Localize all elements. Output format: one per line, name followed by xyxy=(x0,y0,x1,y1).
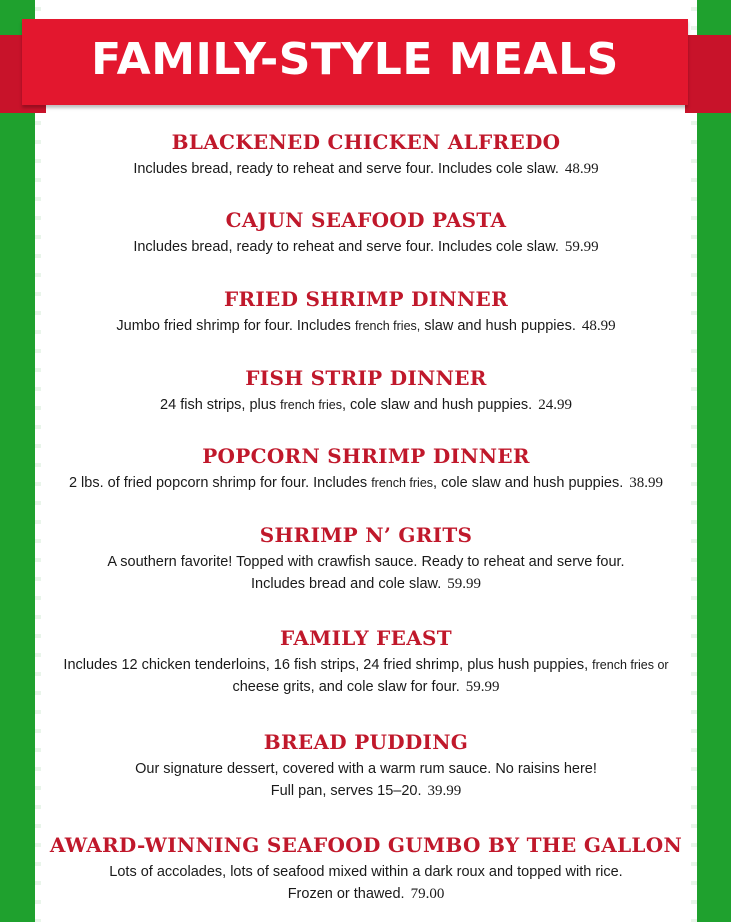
menu-item-desc-text: 2 lbs. of fried popcorn shrimp for four. Includes xyxy=(68,475,372,491)
header-banner xyxy=(22,19,688,105)
menu-item-description xyxy=(40,758,692,802)
menu-item-description xyxy=(40,236,692,258)
menu-item-desc-text: Lots of accolades, lots of seafood mixed within a dark roux and topped with rice. xyxy=(109,864,623,880)
menu-item-desc-text: Our signature dessert, covered with a warm rum sauce. No raisins here! xyxy=(135,761,597,777)
banner-ribbon-right xyxy=(685,35,731,113)
menu-item-desc-text: , cole slaw and hush puppies. xyxy=(341,397,533,413)
menu-item-desc-text: A southern favorite! Topped with crawfish sauce. Ready to reheat and serve four. xyxy=(107,554,625,570)
menu-item-description xyxy=(40,654,692,698)
menu-item-price: 59.99 xyxy=(465,679,500,695)
menu-item-name: BLACKENED CHICKEN ALFREDO xyxy=(171,130,561,154)
menu-item-description xyxy=(40,861,692,905)
menu-item xyxy=(40,206,692,258)
menu-item-name: SHRIMP N’ GRITS xyxy=(259,523,473,547)
menu-item-price: 48.99 xyxy=(564,161,599,177)
menu-item xyxy=(40,624,692,698)
menu-item-description xyxy=(40,158,692,180)
menu-item xyxy=(40,728,692,802)
menu-item-desc-text: Jumbo fried shrimp for four. Includes xyxy=(116,318,355,334)
menu-item-desc-small: french fries xyxy=(280,398,342,412)
menu-item-desc-text: Includes bread and cole slaw. xyxy=(251,576,442,592)
menu-item-name: FAMILY FEAST xyxy=(280,626,452,650)
menu-item-name: AWARD-WINNING SEAFOOD GUMBO BY THE GALLON xyxy=(49,833,683,857)
page-title: FAMILY-STYLE MEALS xyxy=(91,33,619,85)
menu-item xyxy=(40,521,692,595)
menu-item-desc-small: french fries xyxy=(371,476,434,490)
menu-item-name: FISH STRIP DINNER xyxy=(245,366,487,390)
menu-item-desc-small: french fries or xyxy=(592,658,669,672)
menu-item-name: FRIED SHRIMP DINNER xyxy=(223,287,508,311)
menu-item-price: 59.99 xyxy=(447,576,481,592)
menu-item-desc-text: slaw and hush puppies. xyxy=(420,318,576,334)
menu-item-desc-text: Includes bread, ready to reheat and serve four. Includes cole slaw. xyxy=(133,161,559,177)
menu-item-desc-text: Full pan, serves 15–20. xyxy=(270,783,422,799)
menu-item-price: 38.99 xyxy=(629,475,664,491)
menu-item-price: 79.00 xyxy=(410,886,445,902)
menu-item-description xyxy=(40,551,692,595)
menu-item-name: CAJUN SEAFOOD PASTA xyxy=(225,208,507,232)
menu-item-name: BREAD PUDDING xyxy=(263,730,469,754)
menu-item xyxy=(40,442,692,494)
menu-item xyxy=(40,364,692,416)
menu-item-desc-text: cheese grits, and cole slaw for four. xyxy=(232,679,460,695)
menu-item-desc-text: 24 fish strips, plus xyxy=(160,397,281,413)
menu-item-price: 24.99 xyxy=(538,397,572,413)
menu-item-desc-text: Includes 12 chicken tenderloins, 16 fish strips, 24 fried shrimp, plus hush puppies, xyxy=(63,657,593,673)
menu-item-desc-text: Frozen or thawed. xyxy=(287,886,405,902)
menu-item xyxy=(40,285,692,337)
menu-item-desc-text: , cole slaw and hush puppies. xyxy=(433,475,624,491)
menu-item-description xyxy=(40,472,692,494)
menu-item xyxy=(40,128,692,180)
menu-item-description xyxy=(40,394,692,416)
menu-item-price: 39.99 xyxy=(427,783,462,799)
menu-item-price: 59.99 xyxy=(564,239,599,255)
menu-item xyxy=(40,831,692,905)
menu-item-desc-small: french fries, xyxy=(354,319,421,333)
menu-item-price: 48.99 xyxy=(581,318,616,334)
menu-item-desc-text: Includes bread, ready to reheat and serve four. Includes cole slaw. xyxy=(133,239,559,255)
menu-item-name: POPCORN SHRIMP DINNER xyxy=(202,444,530,468)
menu-item-description xyxy=(40,315,692,337)
